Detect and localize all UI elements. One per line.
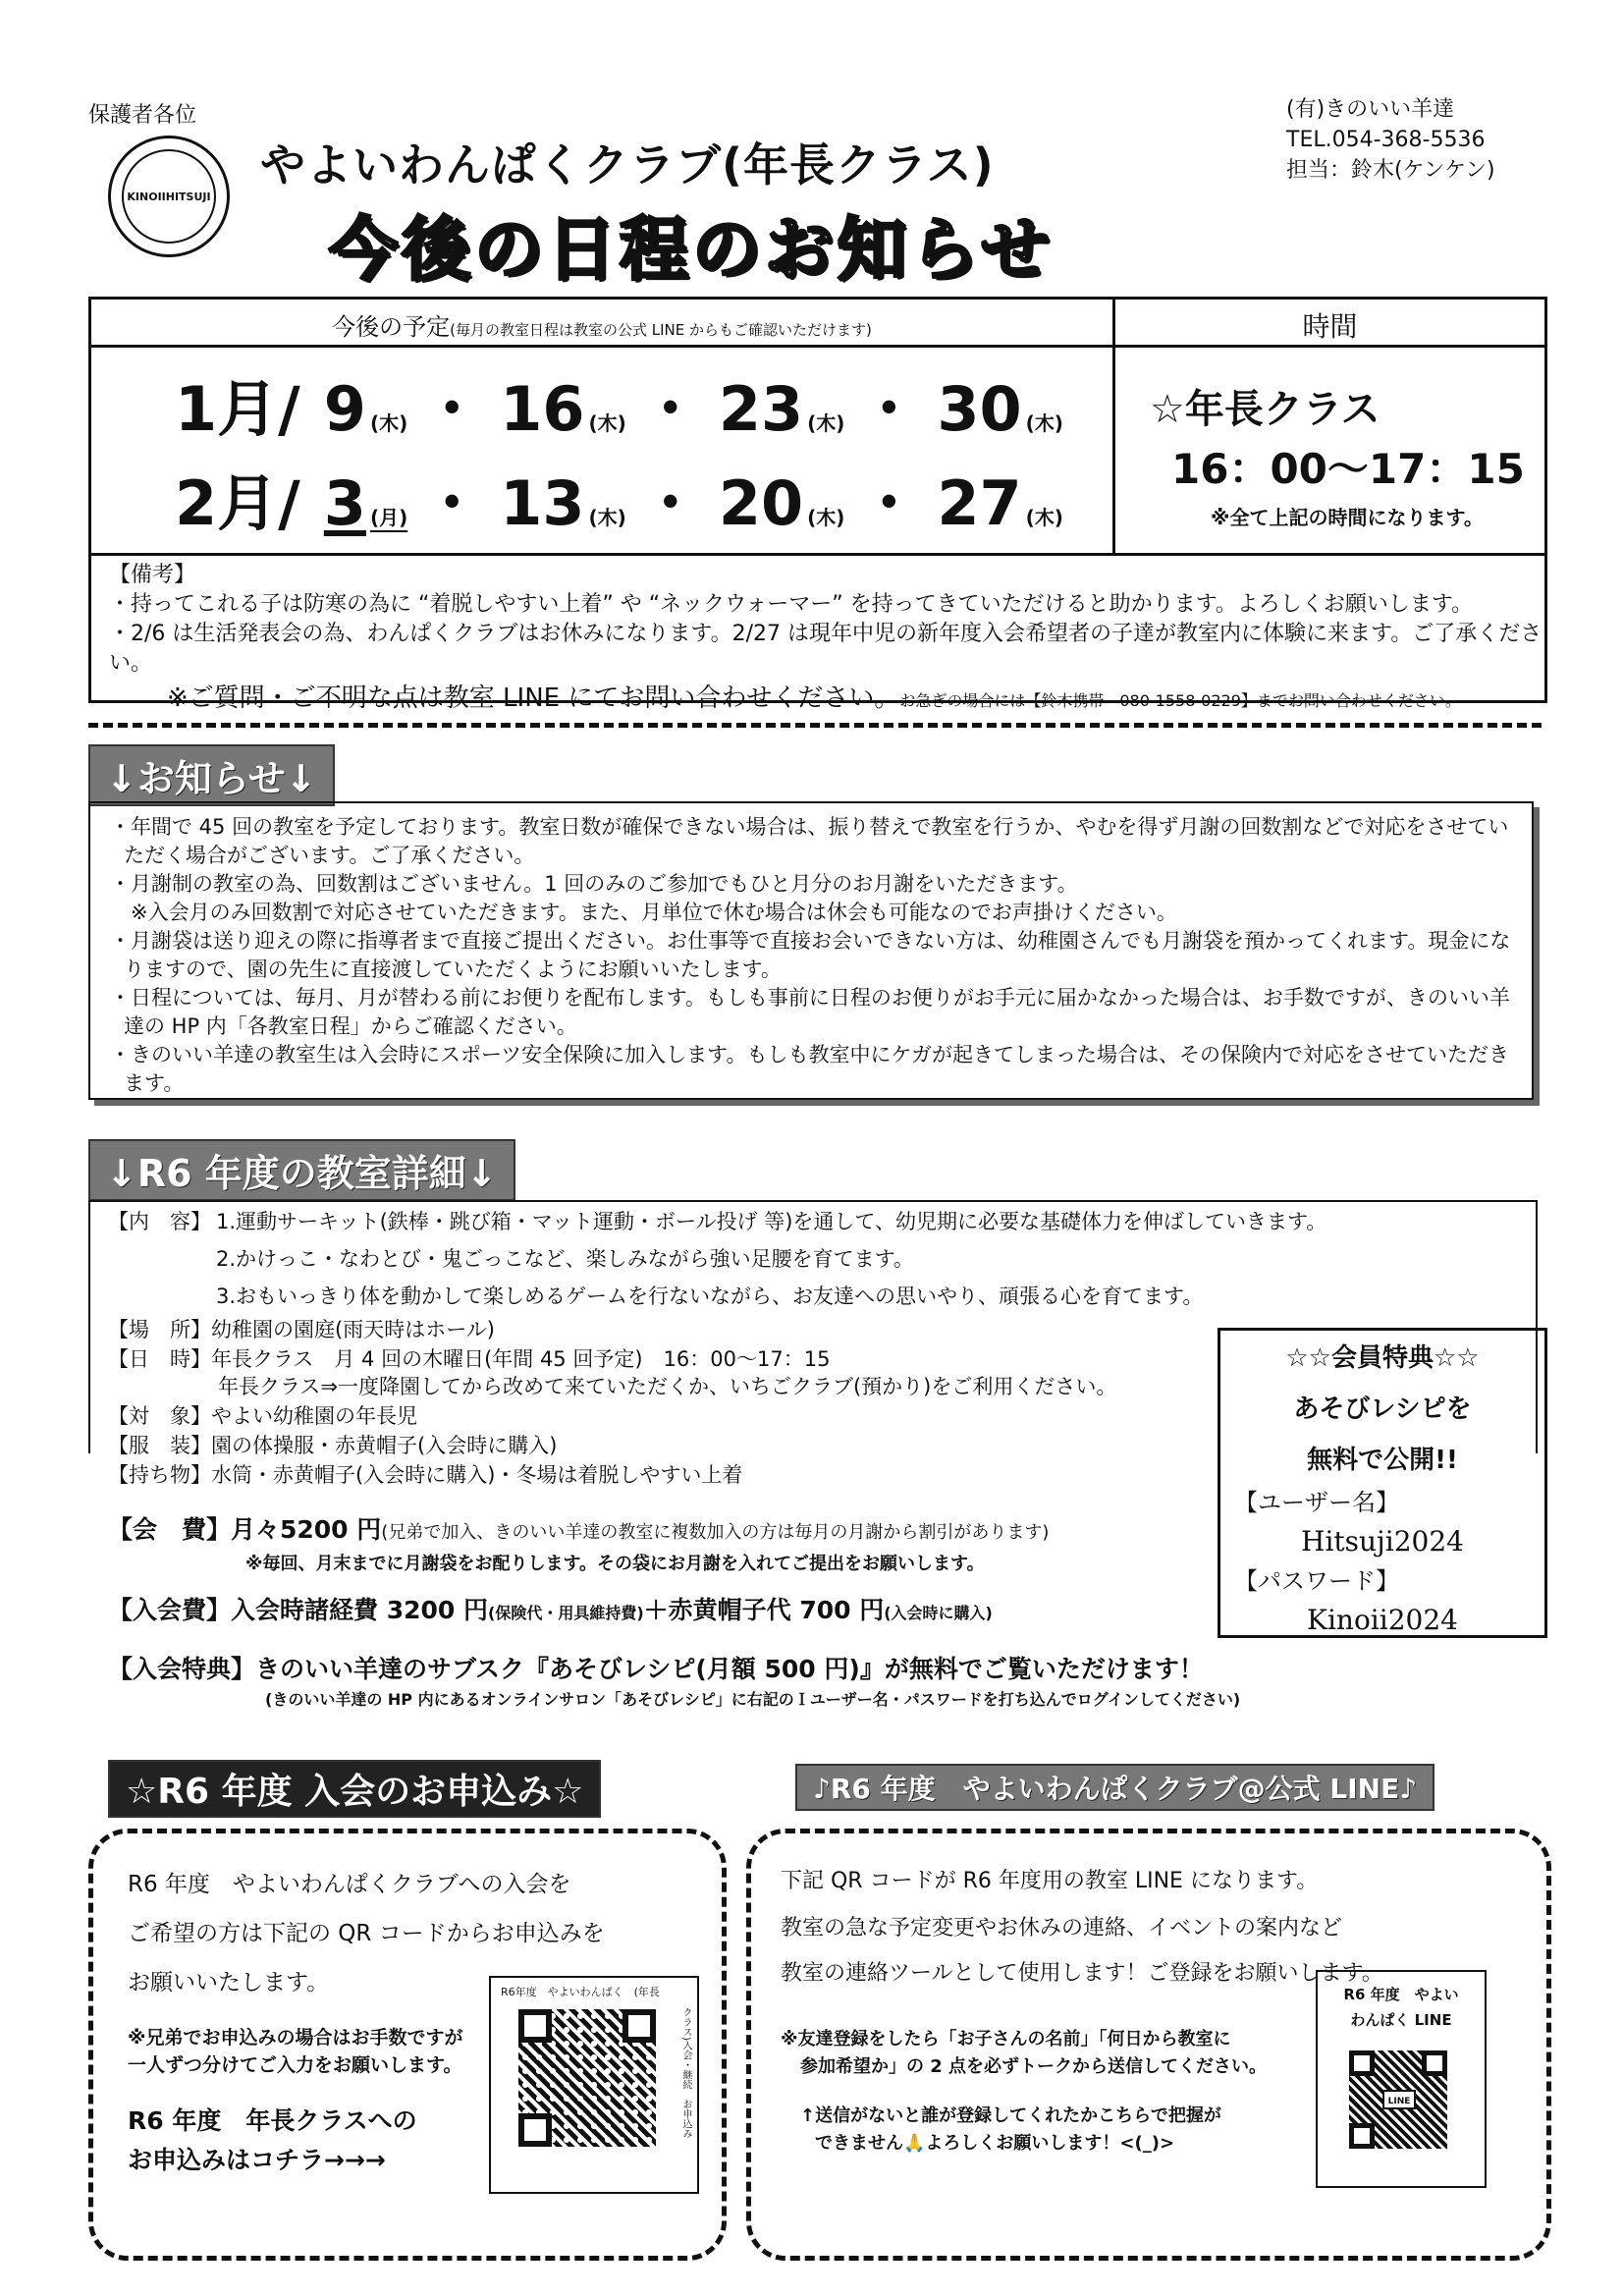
- fee-main: 【会 費】月々5200 円: [108, 1515, 382, 1544]
- detail-datetime-note: 年長クラス⇒一度降園してから改めて来ていただくか、いちごクラブ(預かり)をご利用ください。: [218, 1375, 1117, 1398]
- username-label: 【ユーザー名】: [1234, 1489, 1399, 1516]
- detail-belongings: 【持ち物】水筒・赤黄帽子(入会時に購入)・冬場は着脱しやすい上着: [108, 1463, 743, 1487]
- apply-qr-side-label: クラス)入会・継続 お申込み: [680, 2007, 691, 2139]
- date: 27: [937, 467, 1022, 539]
- notice-item: ・日程については、毎月、月が替わる前にお便りを配布します。もしも事前に日程のお便りがお手元に届かなかった場合は、お手数ですが、きのいい羊達の HP 内「各教室日程」からご確認ください。: [110, 986, 1510, 1038]
- divider: [88, 723, 1542, 728]
- apply-qr-code[interactable]: [518, 2009, 656, 2147]
- company-contact: 担当：鈴木(ケンケン): [1286, 158, 1495, 183]
- date: 13: [500, 467, 585, 539]
- schedule-table: [88, 297, 1547, 703]
- page-title: 今後の日程のお知らせ: [329, 209, 1054, 290]
- username-value: Hitsuji2024: [1301, 1525, 1464, 1558]
- time-note: ※全て上記の時間になります。: [1211, 506, 1484, 529]
- date: 30: [937, 373, 1022, 445]
- month-label: 1月/: [175, 373, 300, 445]
- perk-heading: 無料で公開!!: [1307, 1446, 1458, 1475]
- detail-datetime: 【日 時】年長クラス 月 4 回の木曜日(年間 45 回予定) 16：00〜17：15: [108, 1347, 831, 1371]
- company-name: (有)きのいい羊達: [1286, 97, 1455, 122]
- weekday: (木): [369, 411, 408, 435]
- perk-heading: あそびレシピを: [1293, 1394, 1472, 1424]
- title-class: やよいわんぱくクラブ(年長クラス): [260, 138, 995, 191]
- hat-fee: ＋赤黄帽子代 700 円: [643, 1596, 885, 1624]
- admission-sub: (保険代・用具維持費): [488, 1604, 644, 1622]
- line-qr-code[interactable]: [1349, 2050, 1447, 2149]
- fee-note: ※毎回、月末までに月謝袋をお配りします。その袋にお月謝を入れてご提出をお願いします。: [245, 1554, 985, 1574]
- apply-text: ご希望の方は下記の QR コードからお申込みを: [128, 1921, 605, 1946]
- time-class-label: ☆年長クラス: [1150, 387, 1380, 432]
- notice-band: ↓お知らせ↓: [88, 744, 335, 806]
- weekday: (木): [807, 411, 845, 435]
- member-perk-box: [1218, 1328, 1547, 1638]
- apply-band: ☆R6 年度 入会のお申込み☆: [108, 1760, 601, 1818]
- line-band: ♪R6 年度 やよいわんぱくクラブ@公式 LINE♪: [795, 1764, 1435, 1811]
- month-label: 2月/: [175, 467, 300, 539]
- recipient: 保護者各位: [88, 103, 197, 128]
- logo-text: KINOIIHITSUJI: [122, 149, 216, 244]
- company-logo: [108, 136, 230, 257]
- line-note: できません🙏よろしくお願いします！<(_)>: [815, 2133, 1175, 2154]
- line-note: ※友達登録をしたら「お子さんの名前」「何日から教室に: [781, 2029, 1231, 2050]
- admission-line: [108, 1591, 993, 1626]
- hat-fee-sub: (入会時に購入): [884, 1604, 993, 1622]
- notice-item: ・きのいい羊達の教室生は入会時にスポーツ安全保険に加入します。もしも教室中にケガが起きてしまった場合は、その保険内で対応をさせていただきます。: [110, 1043, 1510, 1095]
- schedule-january: 1月/ 9 (木) ・ 16 (木) ・ 23 (木) ・ 30 (木): [175, 373, 1063, 445]
- line-note: ↑送信がないと誰が登録してくれたかこちらで把握が: [800, 2105, 1221, 2126]
- notice-item: ※入会月のみ回数割で対応させていただきます。また、月単位で休む場合は休会も可能なのでお声掛けください。: [110, 901, 1177, 924]
- notice-item: ・月謝制の教室の為、回数割はございません。1 回のみのご参加でもひと月分のお月謝をいただきます。: [110, 872, 1078, 896]
- date: 9: [323, 373, 366, 445]
- schedule-february: 2月/ 3 (月) ・ 13 (木) ・ 20 (木) ・ 27 (木): [175, 467, 1063, 539]
- content-item: 3.おもいっきり体を動かして楽しめるゲームを行ないながら、お友達への思いやり、頑張る心を育てます。: [216, 1285, 1204, 1308]
- line-text: 教室の急な予定変更やお休みの連絡、イベントの案内など: [781, 1916, 1343, 1941]
- apply-cta: R6 年度 年長クラスへの: [128, 2106, 417, 2135]
- company-info: [1286, 94, 1495, 186]
- admission-main: 【入会費】入会時諸経費 3200 円: [108, 1596, 488, 1624]
- admission-perk: 【入会特典】きのいい羊達のサブスク『あそびレシピ(月額 500 円)』が無料でご覧いただけます！: [108, 1655, 1204, 1683]
- line-text: 教室の連絡ツールとして使用します！ご登録をお願いします。: [781, 1961, 1383, 1986]
- schedule-heading-sub: (毎月の教室日程は教室の公式 LINE からもご確認いただけます): [450, 321, 872, 339]
- weekday: (木): [588, 411, 626, 435]
- detail-band: ↓R6 年度の教室詳細↓: [88, 1139, 515, 1201]
- time-value: 16：00〜17：15: [1171, 445, 1525, 493]
- detail-clothing: 【服 装】園の体操服・赤黄帽子(入会時に購入): [108, 1434, 558, 1457]
- line-logo-icon: LINE: [1382, 2090, 1416, 2109]
- weekday: (木): [588, 506, 626, 529]
- apply-qr-label: R6年度 やよいわんぱく (年長: [501, 1986, 660, 1998]
- line-note: 参加希望か」の 2 点を必ずトークから送信してください。: [800, 2056, 1268, 2077]
- content-item: 2.かけっこ・なわとび・鬼ごっこなど、楽しみながら強い足腰を育てます。: [216, 1247, 914, 1271]
- apply-note: ※兄弟でお申込みの場合はお手数ですが: [128, 2027, 463, 2049]
- detail-place: 【場 所】幼稚園の園庭(雨天時はホール): [108, 1318, 495, 1341]
- password-value: Kinoii2024: [1307, 1604, 1458, 1636]
- weekday: (木): [1025, 411, 1063, 435]
- remarks-item: ・持ってこれる子は防寒の為に “着脱しやすい上着” や “ネックウォーマー” を持ってきていただけると助かります。よろしくお願いします。: [109, 592, 1474, 617]
- apply-cta: お申込みはコチラ→→→: [128, 2146, 386, 2174]
- detail-target: 【対 象】やよい幼稚園の年長児: [108, 1404, 417, 1428]
- apply-note: 一人ずつ分けてご入力をお願いします。: [128, 2054, 462, 2076]
- schedule-heading: [91, 307, 1112, 342]
- content-item: 1.運動サーキット(鉄棒・跳び箱・マット運動・ボール投げ 等)を通して、幼児期に必要な基礎体力を伸ばしていきます。: [216, 1210, 1327, 1233]
- notice-item: ・月謝袋は送り迎えの際に指導者まで直接ご提出ください。お仕事等で直接お会いできない方は、幼稚園さんでも月謝袋を預かってくれます。現金になりますので、園の先生に直接渡していただくようにお願いいたします。: [110, 929, 1511, 981]
- line-text: 下記 QR コードが R6 年度用の教室 LINE になります。: [781, 1869, 1319, 1893]
- weekday: (月): [369, 506, 408, 529]
- apply-text: R6 年度 やよいわんぱくクラブへの入会を: [128, 1872, 571, 1897]
- date: 16: [500, 373, 585, 445]
- weekday: (木): [1025, 506, 1063, 529]
- time-heading: 時間: [1302, 310, 1358, 343]
- password-label: 【パスワード】: [1234, 1567, 1399, 1595]
- content-label: 【内 容】: [108, 1210, 211, 1233]
- line-qr-frame: [1316, 1970, 1487, 2188]
- question-note: [167, 678, 1461, 714]
- remarks: [109, 561, 1544, 679]
- line-qr-label: R6 年度 やよい: [1343, 1986, 1459, 2003]
- date: 20: [718, 467, 804, 539]
- notice-item: ・年間で 45 回の教室を予定しております。教室日数が確保できない場合は、振り替えで教室を行うか、やむを得ず月謝の回数割などで対応をさせていただく場合がございます。ご了承ください。: [110, 815, 1509, 867]
- line-qr-label: わんぱく LINE: [1350, 2011, 1452, 2029]
- admission-perk-note: (きのいい羊達の HP 内にあるオンラインサロン「あそびレシピ」に右記のＩユーザー名・パスワードを打ち込んでログインしてください): [265, 1690, 1241, 1709]
- question-main: ※ご質問・ご不明な点は教室 LINE にてお問い合わせください。: [167, 683, 900, 713]
- perk-heading: ☆☆会員特典☆☆: [1285, 1343, 1480, 1373]
- fee-sub: (兄弟で加入、きのいい羊達の教室に複数加入の方は毎月の月謝から割引があります): [381, 1522, 1050, 1543]
- notice-box: [88, 801, 1534, 1100]
- apply-text: お願いいたします。: [128, 1970, 330, 1995]
- question-sub: お急ぎの場合には【鈴木携帯 080-1558-0229】までお問い合わせください。: [899, 691, 1461, 710]
- apply-qr-frame: [489, 1976, 699, 2194]
- weekday: (木): [807, 506, 845, 529]
- remarks-item: ・2/6 は生活発表会の為、わんぱくクラブはお休みになります。2/27 は現年中児の新年度入会希望者の子達が教室内に体験に来ます。ご了承ください。: [109, 622, 1543, 676]
- date: 23: [718, 373, 804, 445]
- schedule-heading-main: 今後の予定: [332, 313, 451, 341]
- date: 3: [323, 467, 366, 539]
- company-tel: TEL.054-368-5536: [1286, 128, 1486, 152]
- remarks-title: 【備考】: [109, 563, 196, 587]
- fee-line: [108, 1510, 1049, 1546]
